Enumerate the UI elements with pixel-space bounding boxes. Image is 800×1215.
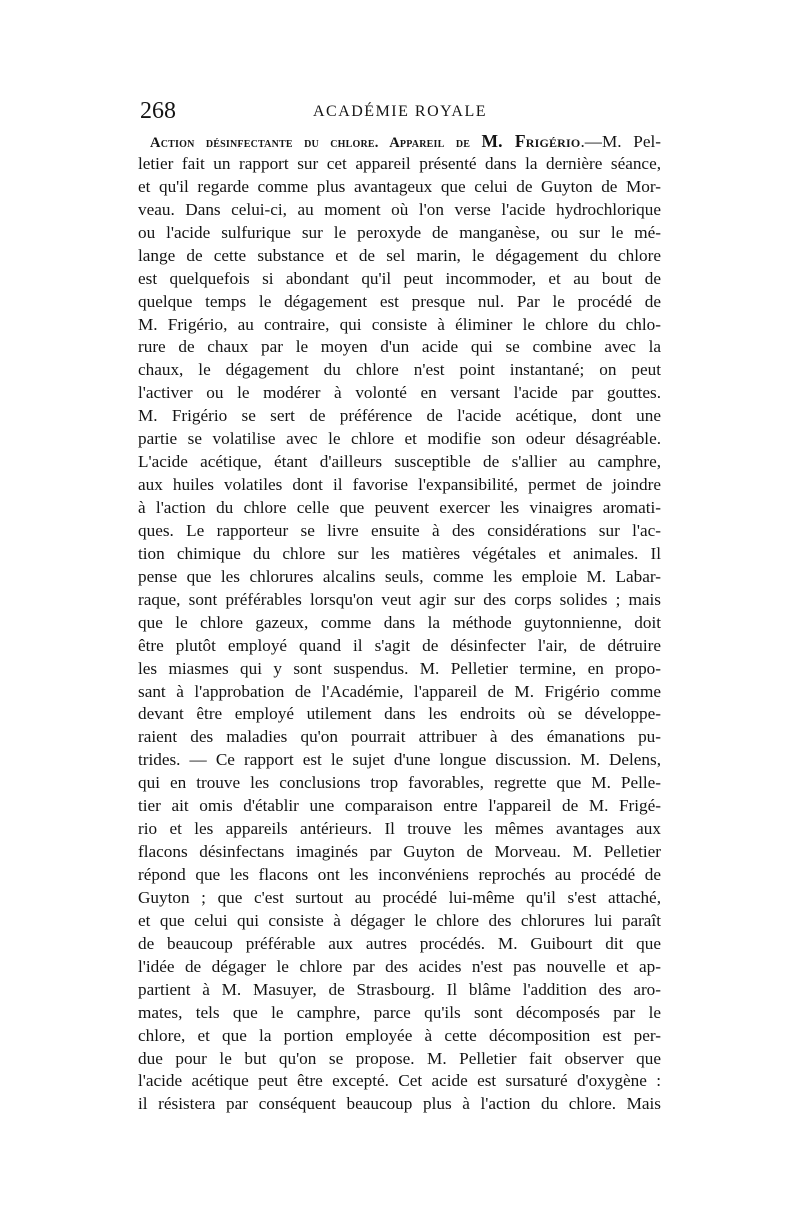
section-heading-line (138, 130, 661, 153)
text-line: trides. — Ce rapport est le sujet d'une longue discussion. M. Delens, (138, 750, 661, 770)
heading-continuation: .—M. Pel- (580, 132, 661, 151)
text-line: l'activer ou le modérer à volonté en versant l'acide par gouttes. (138, 383, 661, 403)
text-line: l'idée de dégager le chlore par des acides n'est pas nouvelle et ap- (138, 956, 661, 976)
text-line: et que celui qui consiste à dégager le chlore des chlorures lui paraît (138, 910, 661, 930)
text-line: veau. Dans celui-ci, au moment où l'on verse l'acide hydrochlorique (138, 199, 661, 219)
text-line: chaux, le dégagement du chlore n'est point instantané; on peut (138, 360, 661, 380)
text-line: tion chimique du chlore sur les matières végétales et animales. Il (138, 543, 661, 563)
text-line: M. Frigério, au contraire, qui consiste à éliminer le chlore du chlo- (138, 314, 661, 334)
text-line: ques. Le rapporteur se livre ensuite à des considérations sur l'ac- (138, 520, 661, 540)
paragraph (138, 153, 661, 1116)
page-header (140, 96, 660, 126)
page-number: 268 (140, 98, 176, 124)
text-line: due pour le but qu'on se propose. M. Pelletier fait observer que (138, 1048, 661, 1068)
text-line: rure de chaux par le moyen d'un acide qui se combine avec la (138, 337, 661, 357)
text-line: l'acide acétique peut être excepté. Cet acide est sursaturé d'oxygène : (138, 1071, 661, 1091)
text-line: les miasmes qui y sont suspendus. M. Pelletier termine, en propo- (138, 658, 661, 678)
body-text (138, 130, 661, 1116)
text-line: qui en trouve les conclusions trop favorables, regrette que M. Pelle- (138, 773, 661, 793)
text-line: à l'action du chlore celle que peuvent exercer les vinaigres aromati- (138, 498, 661, 517)
text-line: partient à M. Masuyer, de Strasbourg. Il blâme l'addition des aro- (138, 979, 661, 999)
text-line: aux huiles volatiles dont il favorise l'expansibilité, permet de joindre (138, 475, 661, 495)
section-heading-name: M. Frigério (481, 131, 581, 151)
text-line: est quelquefois si abondant qu'il peut incommoder, et au bout de (138, 268, 661, 288)
text-line: letier fait un rapport sur cet appareil présenté dans la dernière séance, (138, 153, 661, 173)
text-line: raient des maladies qu'on pourrait attribuer à des émanations pu- (138, 727, 661, 747)
text-line: flacons désinfectans imaginés par Guyton de Morveau. M. Pelletier (138, 842, 661, 862)
text-line: M. Frigério se sert de préférence de l'acide acétique, dont une (138, 406, 661, 426)
section-heading: Action désinfectante du chlore. Appareil de (150, 135, 482, 151)
text-line: pense que les chlorures alcalins seuls, comme les emploie M. Labar- (138, 566, 661, 586)
text-line: Guyton ; que c'est surtout au procédé lui-même qu'il s'est attaché, (138, 887, 661, 907)
text-line: répond que les flacons ont les inconvéniens reprochés au procédé de (138, 865, 661, 884)
text-line: lange de cette substance et de sel marin, le dégagement du chlore (138, 245, 661, 265)
text-line: L'acide acétique, étant d'ailleurs susceptible de s'allier au camphre, (138, 452, 661, 472)
text-line: mates, tels que le camphre, parce qu'ils sont décomposés par le (138, 1002, 661, 1022)
text-line: rio et les appareils antérieurs. Il trouve les mêmes avantages aux (138, 819, 661, 839)
text-line: chlore, et que la portion employée à cette décomposition est per- (138, 1025, 661, 1045)
text-line: partie se volatilise avec le chlore et modifie son odeur désagréable. (138, 429, 661, 449)
text-line: et qu'il regarde comme plus avantageux que celui de Guyton de Mor- (138, 176, 661, 196)
text-line: ou l'acide sulfurique sur le peroxyde de manganèse, ou sur le mé- (138, 222, 661, 242)
text-line: raque, sont préférables lorsqu'on veut agir sur des corps solides ; mais (138, 589, 661, 609)
text-line: quelque temps le dégagement est presque nul. Par le procédé de (138, 291, 661, 311)
text-line: sant à l'approbation de l'Académie, l'appareil de M. Frigério comme (138, 681, 661, 701)
text-line: de beaucoup préférable aux autres procédés. M. Guibourt dit que (138, 933, 661, 953)
text-line: il résistera par conséquent beaucoup plus à l'action du chlore. Mais (138, 1094, 661, 1114)
text-line: devant être employé utilement dans les endroits où se développe- (138, 704, 661, 724)
text-line: que le chlore gazeux, comme dans la méthode guytonnienne, doit (138, 612, 661, 632)
text-line: être plutôt employé quand il s'agit de désinfecter l'air, de détruire (138, 635, 661, 655)
running-head: ACADÉMIE ROYALE (312, 103, 488, 120)
text-line: tier ait omis d'établir une comparaison entre l'appareil de M. Frigé- (138, 796, 661, 816)
